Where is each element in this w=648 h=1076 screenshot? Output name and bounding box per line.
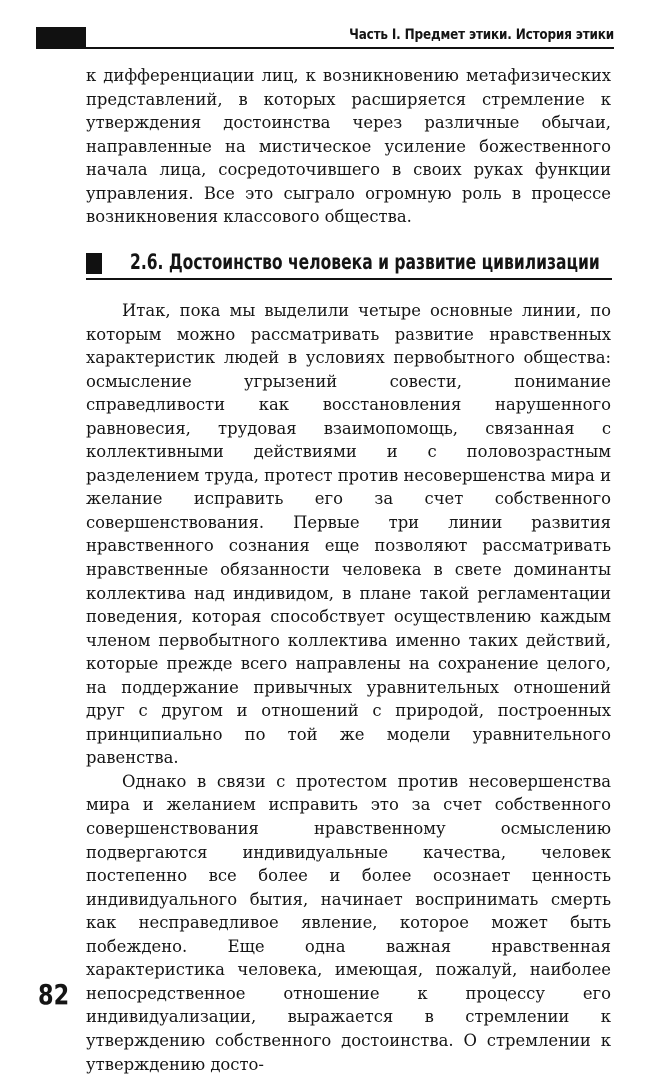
body-paragraph-1: Итак, пока мы выделили четыре основные линии, по которым можно рассматривать развитие нравственных характеристик людей в условиях первобытного общества: осмысление угрызений совести, понимание справедливости как восстановления нарушенного равновесия, трудовая взаимопомощь, связанная с коллективными действиями и с половозрастным разделением труда, протест против несовершенства мира и желание исправить его за счет собственного совершенствования. Первые три линии развития нравственного сознания еще позволяют рассматривать нравственные обязанности человека в свете доминанты коллектива над индивидом, в плане такой регламентации поведения, которая способствует осуществлению каждым членом первобытного коллектива именно таких действий, которые прежде всего направлены на сохранение целого, на поддержание привычных уравнительных отношений друг с другом и отношений с природой, построенных принципиально по той же модели уравнительного равенства. — [86, 301, 611, 768]
section-body — [86, 299, 611, 1076]
body-paragraph-2: Однако в связи с протестом против несовершенства мира и желанием исправить это за счет собственного совершенствования нравственному осмыслению подвергаются индивидуальные качества, человек постепенно все более и более осознает ценность индивидуального бытия, начинает воспринимать смерть как несправедливое явление, которое может быть побеждено. Еще одна важная нравственная характеристика человека, имеющая, пожалуй, наиболее непосредственное отношение к процессу его индивидуализации, выражается в стремлении к утверждению собственного достоинства. О стремлении к утверждению досто- — [86, 771, 611, 1074]
continuation-text: к дифференциации лиц, к возникновению метафизических представлений, в которых расширяется стремление к утверждения достоинства через различные обычаи, направленные на мистическое усиление божественного начала лица, сосредоточившего в своих руках функции управления. Все это сыграло огромную роль в процессе возникновения классового общества. — [86, 66, 611, 227]
continuation-paragraph — [86, 64, 611, 229]
section-heading — [86, 244, 612, 280]
running-header — [36, 25, 614, 49]
header-black-bar — [36, 27, 86, 47]
page-number: 82 — [38, 978, 70, 1011]
section-title: 2.6. Достоинство человека и развитие цивилизации — [130, 250, 600, 274]
heading-square-marker — [86, 253, 102, 274]
running-title: Часть I. Предмет этики. История этики — [349, 27, 614, 43]
